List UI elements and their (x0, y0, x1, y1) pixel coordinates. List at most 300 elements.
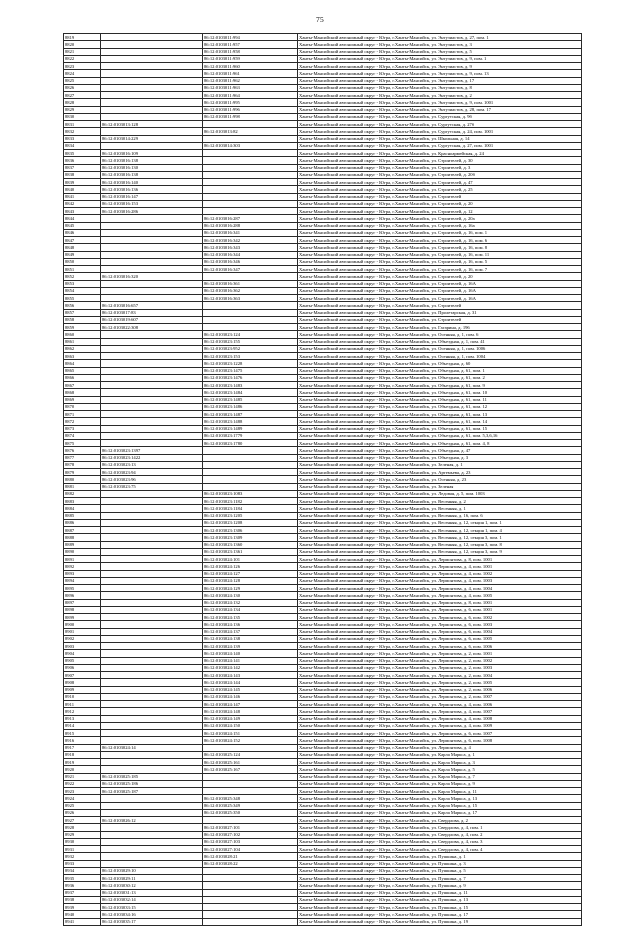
building-cadastral-number: 86:12:0103024:128 (203, 577, 298, 584)
table-row (64, 164, 582, 171)
object-address: Ханты-Мансийский автономный округ - Югра, г.Ханты-Мансийск, ул. Лермонтова, д. 8, пом. 1001 (298, 599, 582, 606)
building-cadastral-number (203, 157, 298, 164)
building-cadastral-number: 86:12:0103011:994 (203, 34, 298, 41)
object-address: Ханты-Мансийский автономный округ - Югра, г.Ханты-Мансийск, ул. Строителей, д. 16А (298, 287, 582, 294)
object-address: Ханты-Мансийский автономный округ - Югра, г.Ханты-Мансийск, ул. Сургутская, д. 27, пом. 1001 (298, 142, 582, 149)
row-number: 8874 (64, 432, 101, 439)
land-cadastral-number (101, 367, 203, 374)
object-address: Ханты-Мансийский автономный округ - Югра, г.Ханты-Мансийск, ул. Карла Маркса, д. 13 (298, 795, 582, 802)
table-row (64, 425, 582, 432)
building-cadastral-number (203, 889, 298, 896)
land-cadastral-number (101, 715, 203, 722)
land-cadastral-number (101, 657, 203, 664)
object-address: Ханты-Мансийский автономный округ - Югра, г.Ханты-Мансийск, ул. Пушкина, д. 15 (298, 904, 582, 911)
building-cadastral-number (203, 200, 298, 207)
row-number: 8918 (64, 751, 101, 758)
object-address: Ханты-Мансийский автономный округ - Югра, г.Ханты-Мансийск, ул. Объездная, д. 47 (298, 447, 582, 454)
building-cadastral-number: 86:12:0103023:1486 (203, 403, 298, 410)
row-number: 8897 (64, 599, 101, 606)
object-address: Ханты-Мансийский автономный округ - Югра, г.Ханты-Мансийск, ул. Пушкина, д. 17 (298, 911, 582, 918)
building-cadastral-number (203, 447, 298, 454)
object-address: Ханты-Мансийский автономный округ - Югра, г.Ханты-Мансийск, ул. Осенняя, д. 1, пом. 1004 (298, 353, 582, 360)
land-cadastral-number (101, 701, 203, 708)
table-row (64, 287, 582, 294)
object-address: Ханты-Мансийский автономный округ - Югра, г.Ханты-Мансийск, ул. Лермонтова, д. 2, пом. 1006 (298, 686, 582, 693)
land-cadastral-number (101, 295, 203, 302)
land-cadastral-number (101, 795, 203, 802)
building-cadastral-number: 86:12:0103023:1208 (203, 519, 298, 526)
object-address: Ханты-Мансийский автономный округ - Югра, г.Ханты-Мансийск, ул. Лермонтова, д. 2, пом. 1003 (298, 664, 582, 671)
row-number: 8835 (64, 150, 101, 157)
table-row (64, 570, 582, 577)
table-row (64, 237, 582, 244)
row-number: 8842 (64, 200, 101, 207)
row-number: 8858 (64, 316, 101, 323)
land-cadastral-number: 86:12:0103017:83 (101, 309, 203, 316)
object-address: Ханты-Мансийский автономный округ - Югра, г.Ханты-Мансийск, ул. Лермонтова, д. 4, пом. 1007 (298, 708, 582, 715)
land-cadastral-number (101, 570, 203, 577)
building-cadastral-number: 86:12:0103011:962 (203, 77, 298, 84)
building-cadastral-number (203, 179, 298, 186)
table-row (64, 853, 582, 860)
object-address: Ханты-Мансийский автономный округ - Югра, г.Ханты-Мансийск, ул. Строителей, д. 20б (298, 171, 582, 178)
table-row (64, 577, 582, 584)
row-number: 8924 (64, 795, 101, 802)
object-address: Ханты-Мансийский автономный округ - Югра, г.Ханты-Мансийск, ул. Лермонтова, д. 8, пом. 1001 (298, 556, 582, 563)
building-cadastral-number (203, 316, 298, 323)
row-number: 8887 (64, 527, 101, 534)
row-number: 8930 (64, 838, 101, 845)
object-address: Ханты-Мансийский автономный округ - Югра, г.Ханты-Мансийск, ул. Свердлова, д. 4, пом. 3 (298, 838, 582, 845)
page-number: 75 (316, 15, 324, 24)
object-address: Ханты-Мансийский автономный округ - Югра, г.Ханты-Мансийск, ул. Лермонтова, д. 2, пом. 1005 (298, 679, 582, 686)
building-cadastral-number: 86:12:0103024:143 (203, 672, 298, 679)
object-address: Ханты-Мансийский автономный округ - Югра, г.Ханты-Мансийск, ул. Строителей, д. 16, пом. 6 (298, 237, 582, 244)
object-address: Ханты-Мансийский автономный округ - Югра, г.Ханты-Мансийск, ул. Пушкина, д. 3 (298, 860, 582, 867)
object-address: Ханты-Мансийский автономный округ - Югра, г.Ханты-Мансийск, ул. Строителей, д. 16а (298, 222, 582, 229)
land-cadastral-number: 86:12:0103029:10 (101, 867, 203, 874)
building-cadastral-number (203, 788, 298, 795)
table-row (64, 48, 582, 55)
land-cadastral-number: 86:12:0103023:13 (101, 461, 203, 468)
row-number: 8827 (64, 92, 101, 99)
table-row (64, 889, 582, 896)
table-row (64, 353, 582, 360)
land-cadastral-number: 86:12:0103035:17 (101, 918, 203, 925)
building-cadastral-number: 86:12:0103025:348 (203, 795, 298, 802)
land-cadastral-number: 86:12:0103016:140 (101, 179, 203, 186)
table-row (64, 77, 582, 84)
object-address: Ханты-Мансийский автономный округ - Югра, г.Ханты-Мансийск, ул. Энтузиастов, д. 27, пом. 1 (298, 34, 582, 41)
row-number: 8913 (64, 715, 101, 722)
row-number: 8861 (64, 338, 101, 345)
table-row (64, 113, 582, 120)
land-cadastral-number: 86:12:0103014:229 (101, 135, 203, 142)
building-cadastral-number (203, 896, 298, 903)
table-row (64, 679, 582, 686)
building-cadastral-number: 86:12:0103011:964 (203, 92, 298, 99)
land-cadastral-number (101, 215, 203, 222)
building-cadastral-number: 86:12:0103023:1475 (203, 367, 298, 374)
table-row (64, 121, 582, 128)
table-row (64, 672, 582, 679)
land-cadastral-number: 86:12:0103023:75 (101, 483, 203, 490)
building-cadastral-number (203, 454, 298, 461)
row-number: 8873 (64, 425, 101, 432)
building-cadastral-number: 86:12:0103025:124 (203, 751, 298, 758)
building-cadastral-number (203, 918, 298, 925)
land-cadastral-number (101, 128, 203, 135)
row-number: 8896 (64, 592, 101, 599)
row-number: 8849 (64, 251, 101, 258)
object-address: Ханты-Мансийский автономный округ - Югра, г.Ханты-Мансийск, ул. Пушкина, д. 7 (298, 875, 582, 882)
land-cadastral-number: 86:12:0103016:147 (101, 193, 203, 200)
object-address: Ханты-Мансийский автономный округ - Югра, г.Ханты-Мансийск, ул. Лермонтова, д. 4, пом. 1009 (298, 722, 582, 729)
building-cadastral-number (203, 875, 298, 882)
land-cadastral-number: 86:12:0103016:657 (101, 302, 203, 309)
row-number: 8900 (64, 621, 101, 628)
object-address: Ханты-Мансийский автономный округ - Югра, г.Ханты-Мансийск, ул. Весенняя, д. 12, секция 1, пом. 1 (298, 519, 582, 526)
row-number: 8850 (64, 258, 101, 265)
land-cadastral-number (101, 222, 203, 229)
object-address: Ханты-Мансийский автономный округ - Югра, г.Ханты-Мансийск, ул. Энтузиастов, д. 9 (298, 63, 582, 70)
table-row (64, 715, 582, 722)
building-cadastral-number: 86:12:0103023:1476 (203, 374, 298, 381)
row-number: 8843 (64, 208, 101, 215)
table-row (64, 382, 582, 389)
land-cadastral-number (101, 556, 203, 563)
building-cadastral-number: 86:12:0103023:1483 (203, 382, 298, 389)
object-address: Ханты-Мансийский автономный округ - Югра, г.Ханты-Мансийск, ул. Энтузиастов, д. 9, пом. 1001 (298, 99, 582, 106)
building-cadastral-number: 86:12:0103025:167 (203, 766, 298, 773)
row-number: 8927 (64, 817, 101, 824)
building-cadastral-number: 86:12:0103011:963 (203, 84, 298, 91)
row-number: 8919 (64, 759, 101, 766)
row-number: 8926 (64, 809, 101, 816)
building-cadastral-number: 86:12:0103023:124 (203, 331, 298, 338)
table-row (64, 150, 582, 157)
object-address: Ханты-Мансийский автономный округ - Югра, г.Ханты-Мансийск, ул. Строителей, д. 20а (298, 215, 582, 222)
object-address: Ханты-Мансийский автономный округ - Югра, г.Ханты-Мансийск, ул. Карла Маркса, д. 9 (298, 780, 582, 787)
object-address: Ханты-Мансийский автономный округ - Югра, г.Ханты-Мансийск, ул. Строителей, д. 16, пом. 1 (298, 229, 582, 236)
building-cadastral-number (203, 911, 298, 918)
land-cadastral-number (101, 722, 203, 729)
object-address: Ханты-Мансийский автономный округ - Югра, г.Ханты-Мансийск, ул. Объездная, д. 61, пом. 2 (298, 374, 582, 381)
land-cadastral-number (101, 824, 203, 831)
table-row (64, 831, 582, 838)
row-number: 8864 (64, 360, 101, 367)
row-number: 8824 (64, 70, 101, 77)
building-cadastral-number: 86:12:0103016:362 (203, 287, 298, 294)
row-number: 8879 (64, 469, 101, 476)
land-cadastral-number (101, 585, 203, 592)
land-cadastral-number (101, 527, 203, 534)
object-address: Ханты-Мансийский автономный округ - Югра, г.Ханты-Мансийск, ул. Лермонтова, д. 4 (298, 744, 582, 751)
object-address: Ханты-Мансийский автономный округ - Югра, г.Ханты-Мансийск, ул. Объездная, д. 61, пом. 9 (298, 382, 582, 389)
row-number: 8863 (64, 353, 101, 360)
row-number: 8871 (64, 411, 101, 418)
land-cadastral-number (101, 92, 203, 99)
building-cadastral-number: 86:12:0103023:952 (203, 345, 298, 352)
land-cadastral-number: 86:12:0103024:14 (101, 744, 203, 751)
building-cadastral-number (203, 882, 298, 889)
object-address: Ханты-Мансийский автономный округ - Югра, г.Ханты-Мансийск, ул. Строителей, д. 3 (298, 164, 582, 171)
land-cadastral-number (101, 63, 203, 70)
land-cadastral-number (101, 599, 203, 606)
object-address: Ханты-Мансийский автономный округ - Югра, г.Ханты-Мансийск, ул. Лермонтова, д. 6, пом. 1004 (298, 628, 582, 635)
row-number: 8855 (64, 295, 101, 302)
table-row (64, 440, 582, 447)
table-row (64, 244, 582, 251)
object-address: Ханты-Мансийский автономный округ - Югра, г.Ханты-Мансийск, ул. Карла Маркса, д. 1 (298, 751, 582, 758)
building-cadastral-number: 86:12:0103027:101 (203, 824, 298, 831)
land-cadastral-number (101, 338, 203, 345)
object-address: Ханты-Мансийский автономный округ - Югра, г.Ханты-Мансийск, ул. Весенняя, д. 12, секция 1, пом. 4 (298, 527, 582, 534)
object-address: Ханты-Мансийский автономный округ - Югра, г.Ханты-Мансийск, ул. Лермонтова, д. 6, пом. 1001 (298, 606, 582, 613)
table-row (64, 157, 582, 164)
land-cadastral-number (101, 99, 203, 106)
land-cadastral-number: 86:12:0103025:187 (101, 788, 203, 795)
building-cadastral-number: 86:12:0103023:1361 (203, 548, 298, 555)
land-cadastral-number (101, 860, 203, 867)
row-number: 8883 (64, 498, 101, 505)
table-row (64, 302, 582, 309)
table-row (64, 592, 582, 599)
row-number: 8881 (64, 483, 101, 490)
land-cadastral-number: 86:12:0103016:320 (101, 273, 203, 280)
row-number: 8940 (64, 911, 101, 918)
land-cadastral-number (101, 505, 203, 512)
table-row (64, 759, 582, 766)
table-row (64, 171, 582, 178)
row-number: 8925 (64, 802, 101, 809)
table-row (64, 483, 582, 490)
row-number: 8839 (64, 179, 101, 186)
table-row (64, 766, 582, 773)
land-cadastral-number: 86:12:0103016:136 (101, 186, 203, 193)
land-cadastral-number (101, 374, 203, 381)
table-row (64, 701, 582, 708)
land-cadastral-number (101, 106, 203, 113)
object-address: Ханты-Мансийский автономный округ - Югра, г.Ханты-Мансийск, ул. Пушкина, д. 19 (298, 918, 582, 925)
building-cadastral-number: 86:12:0103024:146 (203, 693, 298, 700)
object-address: Ханты-Мансийский автономный округ - Югра, г.Ханты-Мансийск, ул. Энтузиастов, д. 2 (298, 92, 582, 99)
object-address: Ханты-Мансийский автономный округ - Югра, г.Ханты-Мансийск, ул. Строителей, д. 16, пом. 7 (298, 266, 582, 273)
table-row (64, 643, 582, 650)
land-cadastral-number: 86:12:0103023:1422 (101, 454, 203, 461)
table-row (64, 585, 582, 592)
land-cadastral-number (101, 541, 203, 548)
land-cadastral-number (101, 48, 203, 55)
table-row (64, 534, 582, 541)
building-cadastral-number: 86:12:0103024:145 (203, 686, 298, 693)
land-cadastral-number (101, 280, 203, 287)
object-address: Ханты-Мансийский автономный округ - Югра, г.Ханты-Мансийск, ул. Объездная, д. 61, пом. 4, 8 (298, 440, 582, 447)
land-cadastral-number (101, 425, 203, 432)
table-row (64, 316, 582, 323)
row-number: 8892 (64, 563, 101, 570)
building-cadastral-number: 86:12:0103027:102 (203, 831, 298, 838)
object-address: Ханты-Мансийский автономный округ - Югра, г.Ханты-Мансийск, ул. Объездная, д. 61, пом. 11 (298, 396, 582, 403)
object-address: Ханты-Мансийский автономный округ - Югра, г.Ханты-Мансийск, ул. Ледовая, д. 5, пом. 1003 (298, 490, 582, 497)
row-number: 8905 (64, 657, 101, 664)
building-cadastral-number: 86:12:0103025:349 (203, 802, 298, 809)
table-row (64, 447, 582, 454)
land-cadastral-number (101, 113, 203, 120)
row-number: 8928 (64, 824, 101, 831)
land-cadastral-number: 86:12:0103016:286 (101, 208, 203, 215)
table-row (64, 599, 582, 606)
land-cadastral-number: 86:12:0103016:109 (101, 150, 203, 157)
land-cadastral-number (101, 809, 203, 816)
land-cadastral-number (101, 403, 203, 410)
row-number: 8908 (64, 679, 101, 686)
building-cadastral-number: 86:12:0103024:129 (203, 585, 298, 592)
table-row (64, 824, 582, 831)
building-cadastral-number (203, 469, 298, 476)
row-number: 8820 (64, 41, 101, 48)
row-number: 8912 (64, 708, 101, 715)
land-cadastral-number (101, 643, 203, 650)
object-address: Ханты-Мансийский автономный округ - Югра, г.Ханты-Мансийск, ул. Пушкина, д. 13 (298, 896, 582, 903)
row-number: 8833 (64, 135, 101, 142)
building-cadastral-number (203, 744, 298, 751)
row-number: 8870 (64, 403, 101, 410)
object-address: Ханты-Мансийский автономный округ - Югра, г.Ханты-Мансийск, ул. Объездная, д. 61, пом. 15 (298, 425, 582, 432)
object-address: Ханты-Мансийский автономный округ - Югра, г.Ханты-Мансийск, ул. Лермонтова, д. 2, пом. 1002 (298, 657, 582, 664)
row-number: 8853 (64, 280, 101, 287)
table-row (64, 860, 582, 867)
object-address: Ханты-Мансийский автономный округ - Югра, г.Ханты-Мансийск, ул. Пролетарская, д. 31 (298, 309, 582, 316)
object-address: Ханты-Мансийский автономный округ - Югра, г.Ханты-Мансийск, ул. Лермонтова, д. 4, пом. 1004 (298, 585, 582, 592)
building-cadastral-number: 86:12:0103024:137 (203, 628, 298, 635)
object-address: Ханты-Мансийский автономный округ - Югра, г.Ханты-Мансийск, ул. Энтузиастов, д. 17 (298, 77, 582, 84)
table-row (64, 693, 582, 700)
row-number: 8875 (64, 440, 101, 447)
object-address: Ханты-Мансийский автономный округ - Югра, г.Ханты-Мансийск, ул. Строителей, д. 12 (298, 208, 582, 215)
land-cadastral-number (101, 84, 203, 91)
building-cadastral-number: 86:12:0103011:959 (203, 55, 298, 62)
table-row (64, 657, 582, 664)
object-address: Ханты-Мансийский автономный округ - Югра, г.Ханты-Мансийск, ул. Свердлова, д. 4, пом. 1 (298, 824, 582, 831)
table-row (64, 389, 582, 396)
object-address: Ханты-Мансийский автономный округ - Югра, г.Ханты-Мансийск, ул. Пушкина, д. 5 (298, 867, 582, 874)
object-address: Ханты-Мансийский автономный округ - Югра, г.Ханты-Мансийск, ул. Лермонтова, д. 6, пом. 1008 (298, 737, 582, 744)
table-row (64, 374, 582, 381)
land-cadastral-number (101, 382, 203, 389)
table-row (64, 324, 582, 331)
table-row (64, 722, 582, 729)
land-cadastral-number (101, 331, 203, 338)
land-cadastral-number: 86:12:0103023:94 (101, 469, 203, 476)
object-address: Ханты-Мансийский автономный округ - Югра, г.Ханты-Мансийск, ул. Свердлова, д. 4, пом. 2 (298, 831, 582, 838)
object-address: Ханты-Мансийский автономный округ - Югра, г.Ханты-Мансийск, ул. Объездная, д. 61, пом. 10 (298, 389, 582, 396)
building-cadastral-number: 86:12:0103011:961 (203, 70, 298, 77)
table-row (64, 418, 582, 425)
table-row (64, 84, 582, 91)
building-cadastral-number: 86:12:0103023:155 (203, 338, 298, 345)
building-cadastral-number: 86:12:0103016:341 (203, 229, 298, 236)
building-cadastral-number: 86:12:0103023:1488 (203, 418, 298, 425)
building-cadastral-number: 86:12:0103016:288 (203, 222, 298, 229)
land-cadastral-number (101, 635, 203, 642)
row-number: 8876 (64, 447, 101, 454)
row-number: 8902 (64, 635, 101, 642)
building-cadastral-number (203, 171, 298, 178)
land-cadastral-number: 86:12:0103016:138 (101, 171, 203, 178)
land-cadastral-number: 86:12:0103029:11 (101, 875, 203, 882)
object-address: Ханты-Мансийский автономный округ - Югра, г.Ханты-Мансийск, ул. Объездная, д. 61, пом. 14 (298, 418, 582, 425)
row-number: 8844 (64, 215, 101, 222)
land-cadastral-number: 86:12:0103025:185 (101, 773, 203, 780)
table-row (64, 266, 582, 273)
table-row (64, 34, 582, 41)
object-address: Ханты-Мансийский автономный округ - Югра, г.Ханты-Мансийск, ул. Весенняя, д. 16, пом. 6 (298, 512, 582, 519)
table-row (64, 802, 582, 809)
row-number: 8825 (64, 77, 101, 84)
object-address: Ханты-Мансийский автономный округ - Югра, г.Ханты-Мансийск, ул. Весенняя, д. 12, секция 3, пом. 1 (298, 534, 582, 541)
row-number: 8939 (64, 904, 101, 911)
building-cadastral-number: 86:12:0103024:147 (203, 701, 298, 708)
table-row (64, 505, 582, 512)
object-address: Ханты-Мансийский автономный округ - Югра, г.Ханты-Мансийск, ул. Карла Маркса, д. 3 (298, 759, 582, 766)
land-cadastral-number (101, 41, 203, 48)
building-cadastral-number: 86:12:0103023:1360 (203, 541, 298, 548)
building-cadastral-number (203, 324, 298, 331)
building-cadastral-number: 86:12:0103024:139 (203, 643, 298, 650)
row-number: 8895 (64, 585, 101, 592)
table-row (64, 512, 582, 519)
row-number: 8886 (64, 519, 101, 526)
row-number: 8935 (64, 875, 101, 882)
row-number: 8884 (64, 505, 101, 512)
building-cadastral-number: 86:12:0103023:1184 (203, 505, 298, 512)
table-row (64, 338, 582, 345)
building-cadastral-number: 86:12:0103024:149 (203, 715, 298, 722)
row-number: 8821 (64, 48, 101, 55)
land-cadastral-number: 86:12:0103030:12 (101, 882, 203, 889)
row-number: 8888 (64, 534, 101, 541)
table-row (64, 867, 582, 874)
building-cadastral-number (203, 150, 298, 157)
building-cadastral-number: 86:12:0103023:1309 (203, 534, 298, 541)
table-row (64, 621, 582, 628)
row-number: 8819 (64, 34, 101, 41)
land-cadastral-number (101, 519, 203, 526)
row-number: 8846 (64, 229, 101, 236)
land-cadastral-number (101, 287, 203, 294)
object-address: Ханты-Мансийский автономный округ - Югра, г.Ханты-Мансийск, ул. Строителей, д. 16, пом. 8 (298, 244, 582, 251)
object-address: Ханты-Мансийский автономный округ - Югра, г.Ханты-Мансийск, ул. Весенняя, д. 12, секция 3, пом. 8 (298, 541, 582, 548)
table-row (64, 614, 582, 621)
object-address: Ханты-Мансийский автономный округ - Югра, г.Ханты-Мансийск, ул. Зеленая, д. 1 (298, 461, 582, 468)
row-number: 8828 (64, 99, 101, 106)
object-address: Ханты-Мансийский автономный округ - Югра, г.Ханты-Мансийск, ул. Лермонтова, д. 6, пом. 1003 (298, 621, 582, 628)
land-cadastral-number (101, 251, 203, 258)
building-cadastral-number (203, 208, 298, 215)
land-cadastral-number (101, 512, 203, 519)
table-row (64, 809, 582, 816)
row-number: 8866 (64, 374, 101, 381)
registry-table (63, 33, 582, 926)
row-number: 8860 (64, 331, 101, 338)
object-address: Ханты-Мансийский автономный округ - Югра, г.Ханты-Мансийск, ул. Энтузиастов, д. 9, пом. 13 (298, 70, 582, 77)
table-row (64, 875, 582, 882)
building-cadastral-number: 86:12:0103024:151 (203, 730, 298, 737)
table-row (64, 142, 582, 149)
land-cadastral-number (101, 606, 203, 613)
building-cadastral-number: 86:12:0103024:152 (203, 737, 298, 744)
